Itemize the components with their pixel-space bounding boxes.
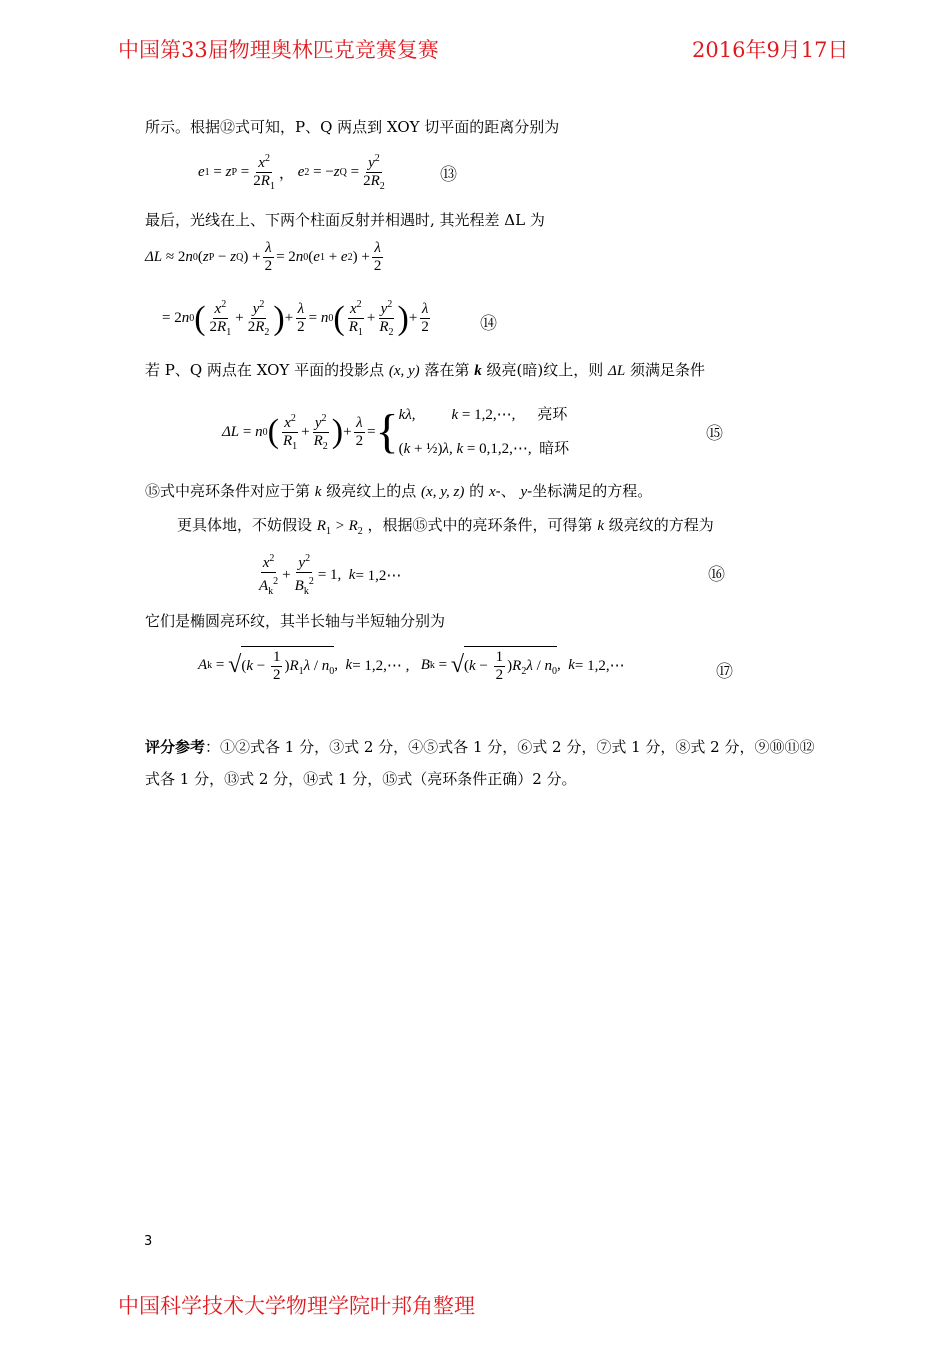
equation-14-line-1: ΔL ≈ 2 n 0 ( z P − z Q ) + $\frac{\lambda}{2}$ = 2 n 0 ( e 1 + e 2 ) + $\frac{\lambda}{2}$ [145,240,382,274]
paragraph-3-part-c: 级亮(暗)纹上，则 [486,361,604,379]
equation-15: ΔL = n 0 ( $\frac{x^2}{R_1}$ + $\frac{y^2}{R_2}$ ) + $\frac{\lambda}{2}$ = { kλ, k = 1,2,⋯, 亮环 (k + ½)λ, k = 0,1,2,⋯, 暗环 [222,405,570,458]
paragraph-3: 若 P、Q 两点在 XOY 平面的投影点 (x, y) 落在第 k 级亮(暗)纹上，则 ΔL 须满足条件 [145,361,705,379]
page-number: 3 [144,1234,153,1249]
paragraph-4: ⑮式中亮环条件对应于第 k 级亮纹上的点 (x, y, z) 的 x-、 y-坐标满足的方程。 [145,482,653,500]
paragraph-4-part-c: 的 [469,482,485,500]
paragraph-5-part-b: ，根据⑮式中的亮环条件，可得第 [367,516,593,534]
scoring-label: 评分参考 [145,738,206,756]
dark-ring-label: 暗环 [539,441,570,457]
equation-16: $\frac{x^2}{A_k^2}$ + $\frac{y^2}{B_k^2}$ = 1, k = 1,2⋯ [255,550,401,600]
paragraph-3-part-a: 若 P、Q 两点在 XOY 平面的投影点 [145,361,385,379]
paragraph-4-part-b: 级亮纹上的点 [326,482,417,500]
paragraph-3-part-b: 落在第 [424,361,470,379]
equation-17-mark: ⑰ [716,662,733,682]
paragraph-1: 所示。根据⑫式可知，P、Q 两点到 XOY 切平面的距离分别为 [145,118,560,136]
header-title: 中国第33届物理奥林匹克竞赛复赛 [118,38,439,62]
scoring-line-2: 式各 1 分，⑬式 2 分，⑭式 1 分，⑮式（亮环条件正确）2 分。 [145,770,577,788]
scoring-line-1-text: ：①②式各 1 分，③式 2 分，④⑤式各 1 分，⑥式 2 分，⑦式 1 分，⑧式 2 分，⑨⑩⑪⑫ [205,738,815,756]
equation-13: e 1 = z P = $\frac{x^2}{2R_1}$ ， e 2 = − z Q = $\frac{y^2}{2R_2}$ [198,150,389,195]
equation-14-line-2: = 2 n 0 ( $\frac{x^2}{2R_1}$ + $\frac{y^2}{2R_2}$ ) + $\frac{\lambda}{2}$ = n 0 ( $\frac{x^2}{R_1}$ + $\frac{y^2}{R_2}$ ) + $\frac{\lambda}{2}$ [162,296,433,341]
paragraph-4-part-a: ⑮式中亮环条件对应于第 [145,482,311,500]
footer-org: 中国科学技术大学物理学院叶邦角整理 [118,1294,475,1318]
paragraph-5-part-c: 级亮纹的方程为 [608,516,714,534]
bright-ring-label: 亮环 [537,407,568,423]
paragraph-4-part-d: 坐标满足的方程。 [532,482,653,500]
paragraph-5-part-a: 更具体地，不妨假设 [177,516,313,534]
equation-13-mark: ⑬ [440,165,457,185]
scoring-line-1 [145,737,815,757]
equation-14-mark: ⑭ [480,314,497,334]
equation-16-mark: ⑯ [708,565,725,585]
equation-15-mark: ⑮ [706,424,723,444]
paragraph-3-part-d: 须满足条件 [629,361,705,379]
paragraph-6: 它们是椭圆亮环纹，其半长轴与半短轴分别为 [145,612,446,630]
equation-17: A k = √ (k − $\frac{1}{2}$ )$R_1\lambda / n_0$ , k = 1,2,⋯ , B k = √ (k − $\frac{1}{2}$ )$R_2\lambda / n_0$ , k = 1,2,⋯ [198,646,625,684]
paragraph-5: 更具体地，不妨假设 $R_1 > R_2$ ，根据⑮式中的亮环条件，可得第 k 级亮纹的方程为 [177,516,714,537]
header-date: 2016年9月17日 [692,38,849,62]
paragraph-2: 最后，光线在上、下两个柱面反射并相遇时, 其光程差 ΔL 为 [145,211,545,229]
